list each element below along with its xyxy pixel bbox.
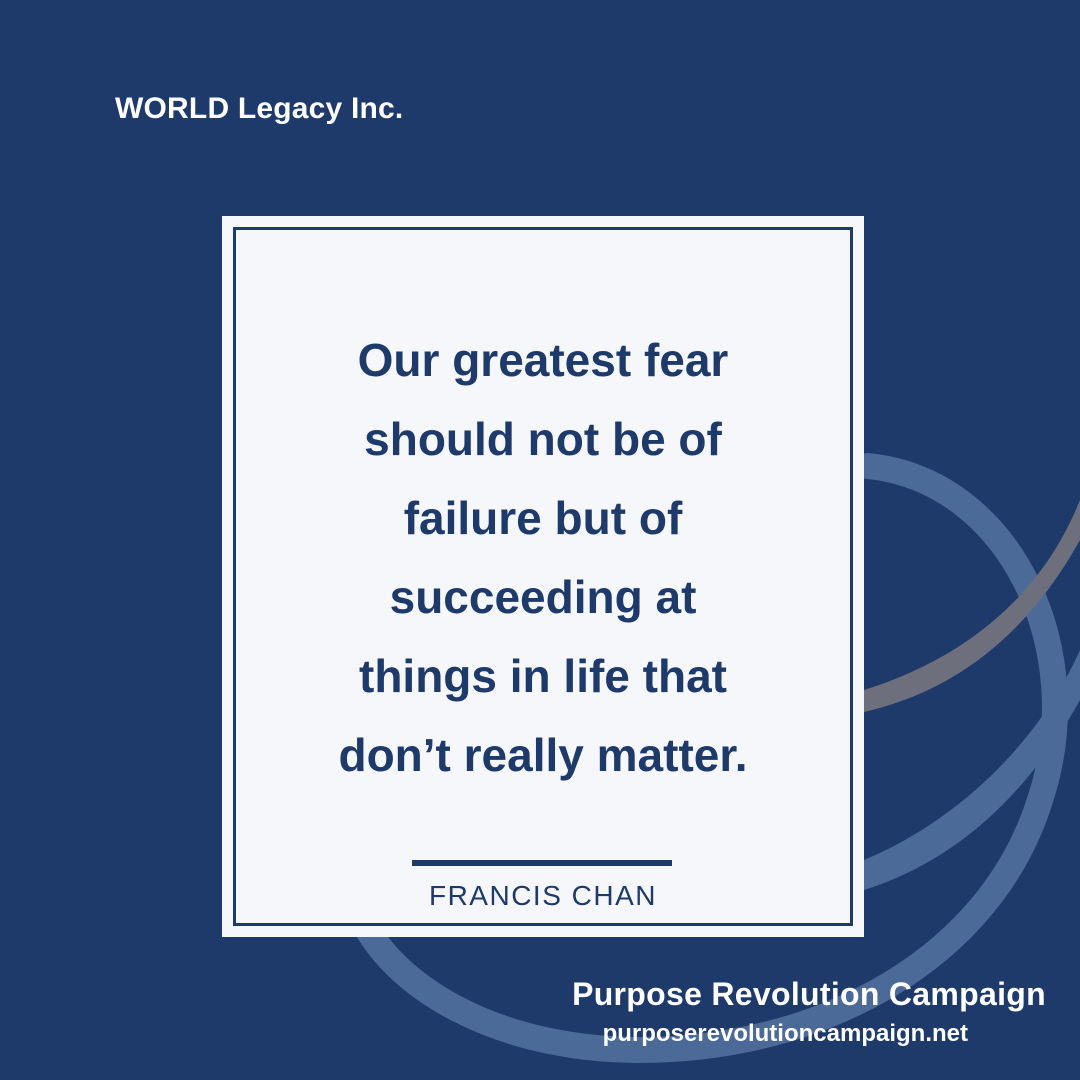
- campaign-title: Purpose Revolution Campaign: [572, 976, 1046, 1012]
- campaign-url[interactable]: purposerevolutioncampaign.net: [602, 1020, 968, 1047]
- quote-card: [222, 216, 864, 937]
- brand-name: WORLD Legacy Inc.: [115, 92, 404, 125]
- quote-author: FRANCIS CHAN: [428, 880, 657, 911]
- quote-text: Our greatest fear should not be of failure but of succeeding at things in life that don’t really matter.: [338, 334, 748, 781]
- quote-divider: [412, 860, 672, 866]
